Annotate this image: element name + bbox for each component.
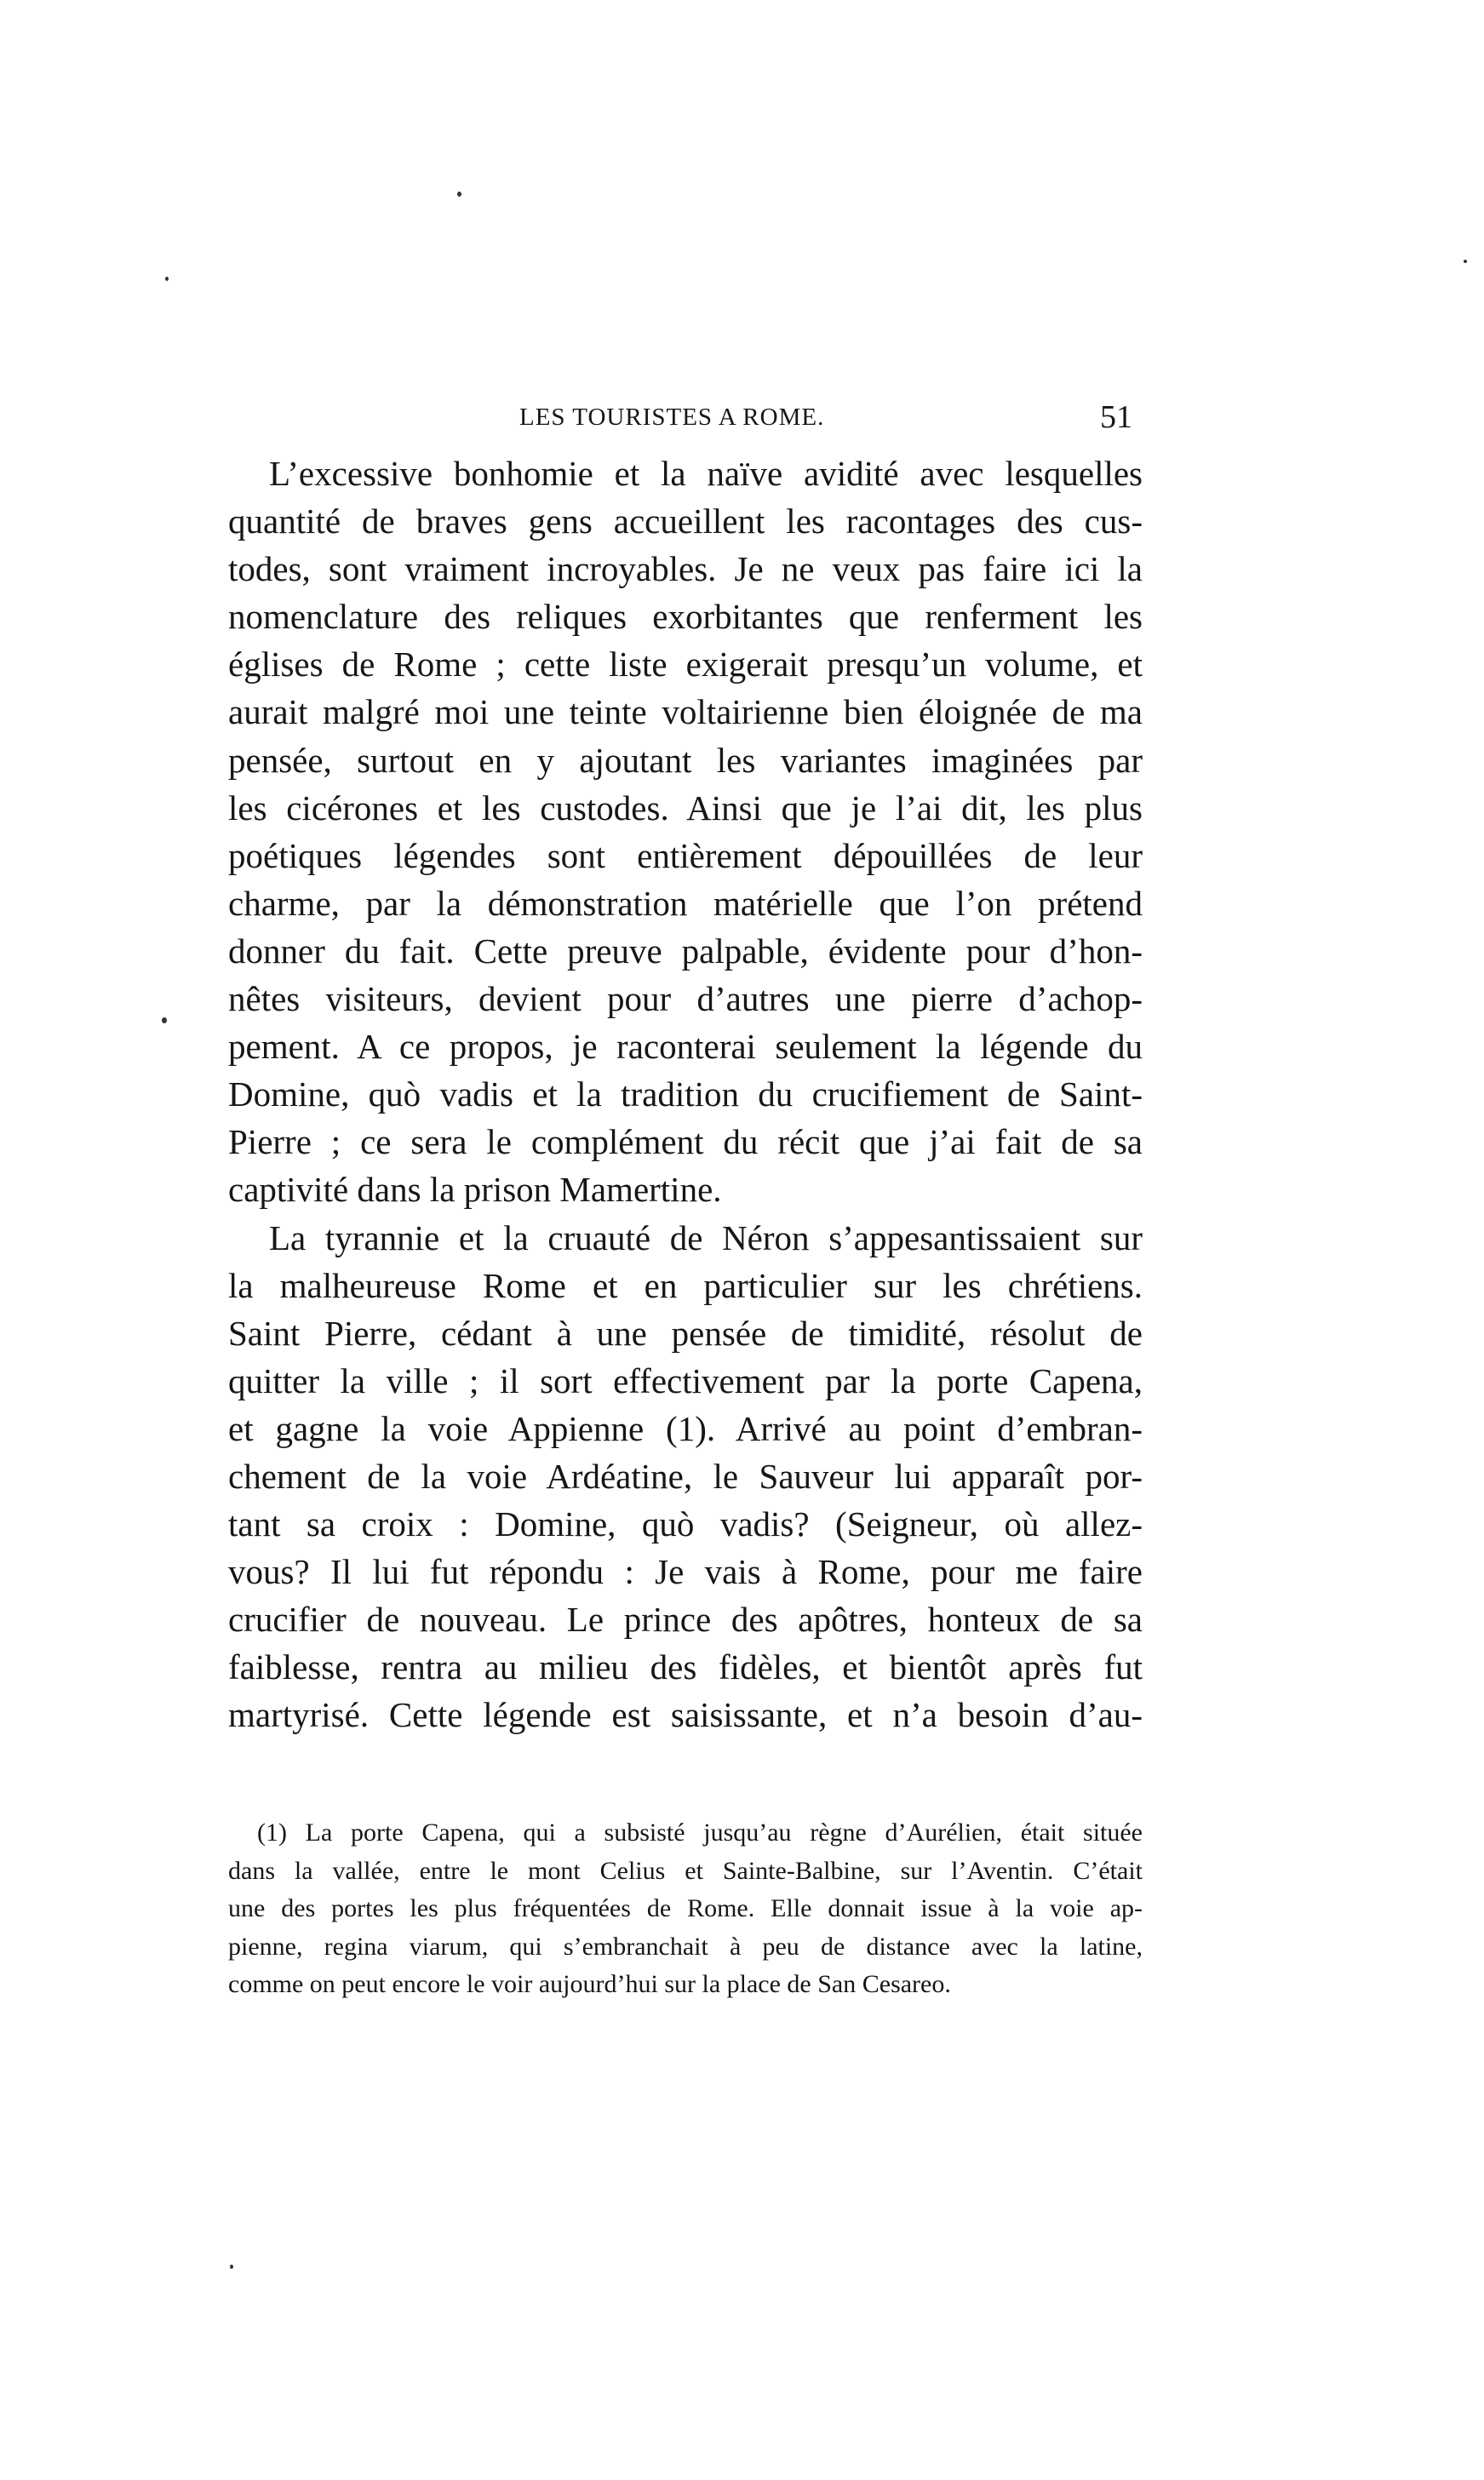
text-line: et gagne la voie Appienne (1). Arrivé au point d’embran- [228, 1408, 1143, 1448]
text-line: L’excessive bonhomie et la naïve avidité avec lesquelles [269, 454, 1143, 493]
footnote-line: une des portes les plus fréquentées de Rome. Elle donnait issue à la voie ap- [228, 1894, 1143, 1922]
text-line: aurait malgré moi une teinte voltairienne bien éloignée de ma [228, 692, 1143, 732]
text-line: pement. A ce propos, je raconterai seulement la légende du [228, 1027, 1143, 1067]
scan-speck [1464, 260, 1467, 263]
text-line: captivité dans la prison Mamertine. [228, 1170, 722, 1210]
text-line: poétiques légendes sont entièrement dépouillées de leur [228, 835, 1143, 875]
text-line: todes, sont vraiment incroyables. Je ne veux pas faire ici la [228, 549, 1143, 589]
text-line: quantité de braves gens accueillent les racontages des cus- [228, 501, 1143, 541]
main-text [228, 450, 1143, 1739]
text-line: Saint Pierre, cédant à une pensée de timidité, résolut de [228, 1313, 1143, 1353]
footnote-line: comme on peut encore le voir aujourd’hui sur la place de San Cesareo. [228, 1970, 951, 1998]
text-line: pensée, surtout en y ajoutant les variantes imaginées par [228, 740, 1143, 780]
text-line: tant sa croix : Domine, quò vadis? (Seigneur, où allez- [228, 1504, 1143, 1544]
text-line: charme, par la démonstration matérielle que l’on prétend [228, 883, 1143, 923]
footnote-line: dans la vallée, entre le mont Celius et Sainte-Balbine, sur l’Aventin. C’était [228, 1856, 1143, 1885]
text-line: donner du fait. Cette preuve palpable, évidente pour d’hon- [228, 931, 1143, 971]
text-line: chement de la voie Ardéatine, le Sauveur lui apparaît por- [228, 1456, 1143, 1496]
footnote-line: pienne, regina viarum, qui s’embranchait à peu de distance avec la latine, [228, 1932, 1143, 1961]
running-title: LES TOURISTES A ROME. [519, 404, 825, 431]
scan-speck [457, 192, 461, 197]
footnote [228, 1814, 1143, 2004]
text-line: Pierre ; ce sera le complément du récit que j’ai fait de sa [228, 1122, 1143, 1162]
text-line: nêtes visiteurs, devient pour d’autres une pierre d’achop- [228, 979, 1143, 1019]
text-line: églises de Rome ; cette liste exigerait presqu’un volume, et [228, 644, 1143, 684]
page-number: 51 [1100, 399, 1132, 435]
text-line: Domine, quò vadis et la tradition du crucifiement de Saint- [228, 1074, 1143, 1114]
page-header [264, 398, 1132, 441]
text-line: quitter la ville ; il sort effectivement par la porte Capena, [228, 1360, 1143, 1400]
footnote-line: (1) La porte Capena, qui a subsisté jusqu’au règne d’Aurélien, était située [257, 1818, 1143, 1847]
text-line: crucifier de nouveau. Le prince des apôtres, honteux de sa [228, 1600, 1143, 1640]
scan-speck [165, 277, 169, 281]
text-line: faiblesse, rentra au milieu des fidèles, et bientôt après fut [228, 1647, 1143, 1687]
text-line: vous? Il lui fut répondu : Je vais à Rome, pour me faire [228, 1552, 1143, 1592]
scan-speck [162, 1017, 167, 1023]
text-line: nomenclature des reliques exorbitantes que renferment les [228, 597, 1143, 637]
text-line: martyrisé. Cette légende est saisissante, et n’a besoin d’au- [228, 1695, 1143, 1735]
text-line: La tyrannie et la cruauté de Néron s’appesantissaient sur [269, 1217, 1143, 1257]
scan-speck [230, 2265, 233, 2269]
text-line: les cicérones et les custodes. Ainsi que je l’ai dit, les plus [228, 788, 1143, 828]
text-line: la malheureuse Rome et en particulier sur les chrétiens. [228, 1265, 1143, 1305]
